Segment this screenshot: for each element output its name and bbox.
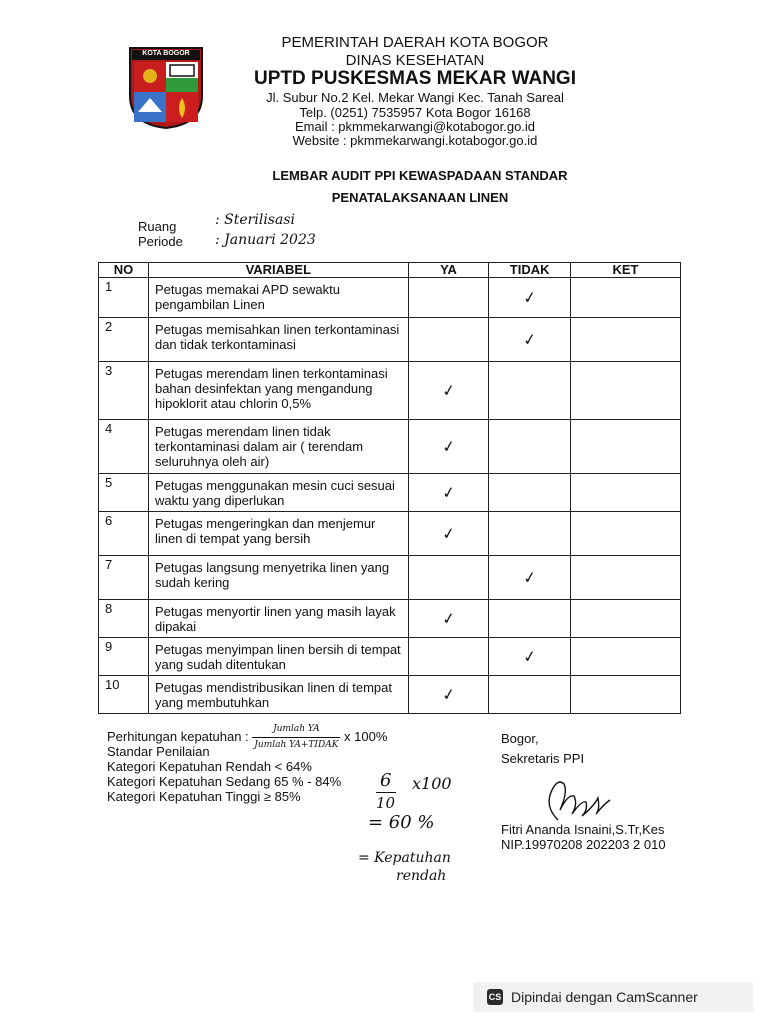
calc-denominator: 10 bbox=[376, 794, 396, 812]
calc-result: = 60 % bbox=[368, 812, 435, 833]
row-number: 1 bbox=[99, 278, 149, 318]
table-row bbox=[99, 420, 681, 474]
table-row bbox=[99, 638, 681, 676]
row-ya bbox=[408, 600, 489, 638]
sig-name: Fitri Ananda Isnaini,S.Tr,Kes bbox=[501, 822, 665, 837]
col-variabel: VARIABEL bbox=[148, 263, 408, 278]
formula-denominator: Jumlah YA+TIDAK bbox=[254, 740, 339, 750]
calc-conclusion: = Kepatuhan bbox=[358, 850, 451, 866]
sig-role: Sekretaris PPI bbox=[501, 751, 585, 766]
row-ket bbox=[570, 638, 680, 676]
table-header-row bbox=[99, 263, 681, 278]
doc-subtitle: PENATALAKSANAAN LINEN bbox=[331, 190, 509, 205]
row-number: 6 bbox=[99, 512, 149, 556]
row-tidak bbox=[489, 600, 571, 638]
periode-label: Periode bbox=[138, 234, 183, 249]
table-row bbox=[99, 512, 681, 556]
formula-suffix: x 100% bbox=[344, 728, 388, 744]
audit-table bbox=[98, 262, 681, 714]
row-tidak bbox=[489, 278, 571, 318]
table-row bbox=[99, 600, 681, 638]
row-tidak bbox=[489, 638, 571, 676]
row-variabel: Petugas merendam linen tidak terkontaminasi dalam air ( terendam seluruhnya oleh air) bbox=[148, 420, 408, 474]
table-row bbox=[99, 362, 681, 420]
row-ya bbox=[408, 556, 489, 600]
kategori-tinggi: Kategori Kepatuhan Tinggi ≥ 85% bbox=[107, 789, 301, 804]
row-number: 3 bbox=[99, 362, 149, 420]
camscanner-icon: CS bbox=[487, 989, 503, 1005]
row-ya bbox=[408, 362, 489, 420]
ruang-label: Ruang bbox=[138, 219, 177, 234]
row-variabel: Petugas memisahkan linen terkontaminasi dan tidak terkontaminasi bbox=[148, 318, 408, 362]
row-ya bbox=[408, 512, 489, 556]
formula-fraction bbox=[252, 722, 340, 753]
doc-title: LEMBAR AUDIT PPI KEWASPADAAN STANDAR bbox=[272, 168, 568, 183]
header-org: UPTD PUSKESMAS MEKAR WANGI bbox=[254, 68, 576, 89]
camscanner-watermark bbox=[473, 982, 753, 1012]
row-number: 2 bbox=[99, 318, 149, 362]
row-number: 8 bbox=[99, 600, 149, 638]
row-ket bbox=[570, 278, 680, 318]
row-ket bbox=[570, 420, 680, 474]
camscanner-text: Dipindai dengan CamScanner bbox=[511, 989, 698, 1005]
col-ya: YA bbox=[408, 263, 489, 278]
row-tidak bbox=[489, 362, 571, 420]
calc-times: x100 bbox=[412, 774, 452, 793]
header-email: Email : pkmmekarwangi@kotabogor.go.id bbox=[294, 119, 536, 134]
standar-label: Standar Penilaian bbox=[107, 744, 210, 759]
check-mark: ✓ bbox=[521, 567, 538, 588]
calc-fraction-line bbox=[376, 792, 396, 793]
row-tidak bbox=[489, 474, 571, 512]
formula-numerator: Jumlah YA bbox=[252, 722, 340, 738]
calc-conclusion-2: rendah bbox=[396, 868, 447, 884]
signature-scribble bbox=[538, 770, 628, 830]
sig-nip: NIP.19970208 202203 2 010 bbox=[501, 837, 666, 852]
row-tidak bbox=[489, 676, 571, 714]
row-tidak bbox=[489, 318, 571, 362]
table-row bbox=[99, 278, 681, 318]
row-tidak bbox=[489, 556, 571, 600]
row-variabel: Petugas menyortir linen yang masih layak dipakai bbox=[148, 600, 408, 638]
logo-label: KOTA BOGOR bbox=[142, 50, 190, 57]
row-ya bbox=[408, 474, 489, 512]
check-mark: ✓ bbox=[440, 684, 457, 705]
check-mark: ✓ bbox=[440, 436, 457, 457]
row-variabel: Petugas menggunakan mesin cuci sesuai waktu yang diperlukan bbox=[148, 474, 408, 512]
row-ket bbox=[570, 474, 680, 512]
check-mark: ✓ bbox=[440, 380, 457, 401]
row-number: 9 bbox=[99, 638, 149, 676]
row-number: 5 bbox=[99, 474, 149, 512]
check-mark: ✓ bbox=[521, 646, 538, 667]
check-mark: ✓ bbox=[521, 329, 538, 350]
row-ya bbox=[408, 318, 489, 362]
row-variabel: Petugas langsung menyetrika linen yang sudah kering bbox=[148, 556, 408, 600]
table-row bbox=[99, 318, 681, 362]
check-mark: ✓ bbox=[440, 523, 457, 544]
row-variabel: Petugas menyimpan linen bersih di tempat yang sudah ditentukan bbox=[148, 638, 408, 676]
row-variabel: Petugas merendam linen terkontaminasi bahan desinfektan yang mengandung hipoklorit atau chlorin 0,5% bbox=[148, 362, 408, 420]
check-mark: ✓ bbox=[440, 482, 457, 503]
row-tidak bbox=[489, 420, 571, 474]
row-ya bbox=[408, 676, 489, 714]
sig-place: Bogor, bbox=[501, 731, 539, 746]
table-row bbox=[99, 676, 681, 714]
col-tidak: TIDAK bbox=[489, 263, 571, 278]
ruang-value: : Sterilisasi bbox=[215, 212, 295, 228]
row-ket bbox=[570, 676, 680, 714]
row-variabel: Petugas memakai APD sewaktu pengambilan Linen bbox=[148, 278, 408, 318]
check-mark: ✓ bbox=[521, 287, 538, 308]
kategori-sedang: Kategori Kepatuhan Sedang 65 % - 84% bbox=[107, 774, 342, 789]
row-ket bbox=[570, 318, 680, 362]
row-number: 10 bbox=[99, 676, 149, 714]
row-ket bbox=[570, 556, 680, 600]
row-number: 4 bbox=[99, 420, 149, 474]
calc-numerator: 6 bbox=[380, 770, 392, 791]
row-ket bbox=[570, 600, 680, 638]
row-variabel: Petugas mendistribusikan linen di tempat yang membutuhkan bbox=[148, 676, 408, 714]
row-ket bbox=[570, 512, 680, 556]
header-phone: Telp. (0251) 7535957 Kota Bogor 16168 bbox=[299, 105, 531, 120]
table-row bbox=[99, 556, 681, 600]
header-gov: PEMERINTAH DAERAH KOTA BOGOR bbox=[281, 34, 549, 51]
row-ya bbox=[408, 420, 489, 474]
header-website: Website : pkmmekarwangi.kotabogor.go.id bbox=[292, 133, 538, 148]
kota-bogor-logo bbox=[128, 46, 204, 130]
formula-label: Perhitungan kepatuhan : bbox=[107, 728, 249, 744]
col-no: NO bbox=[99, 263, 149, 278]
periode-value: : Januari 2023 bbox=[215, 232, 316, 248]
row-ya bbox=[408, 638, 489, 676]
row-number: 7 bbox=[99, 556, 149, 600]
check-mark: ✓ bbox=[440, 608, 457, 629]
row-ket bbox=[570, 362, 680, 420]
table-row bbox=[99, 474, 681, 512]
row-ya bbox=[408, 278, 489, 318]
row-variabel: Petugas mengeringkan dan menjemur linen di tempat yang bersih bbox=[148, 512, 408, 556]
header-dept: DINAS KESEHATAN bbox=[345, 52, 485, 69]
row-tidak bbox=[489, 512, 571, 556]
col-ket: KET bbox=[570, 263, 680, 278]
kategori-rendah: Kategori Kepatuhan Rendah < 64% bbox=[107, 759, 312, 774]
header-address: Jl. Subur No.2 Kel. Mekar Wangi Kec. Tanah Sareal bbox=[266, 90, 564, 105]
